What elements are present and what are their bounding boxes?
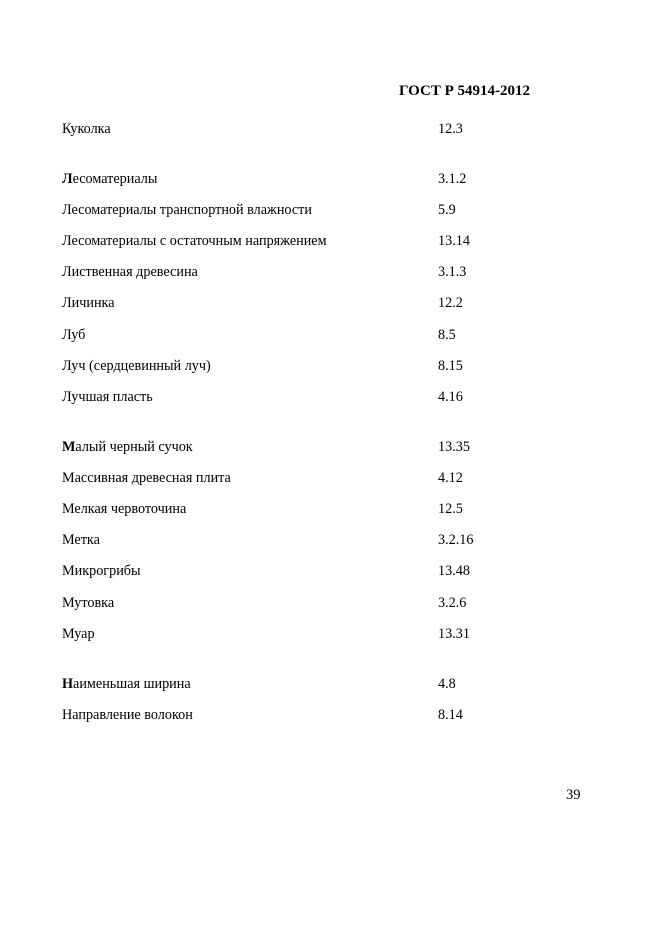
index-section-reference: 13.35 bbox=[438, 438, 470, 455]
index-entry bbox=[62, 625, 622, 656]
index-entry bbox=[62, 294, 622, 325]
index-term-text: Микрогрибы bbox=[62, 563, 141, 580]
index-term bbox=[62, 232, 327, 250]
index-section-reference: 5.9 bbox=[438, 201, 456, 218]
index-term bbox=[62, 531, 100, 549]
index-term-text: Личинка bbox=[62, 295, 115, 312]
index-entry bbox=[62, 500, 622, 531]
index-section-reference: 4.12 bbox=[438, 469, 463, 486]
index-term bbox=[62, 594, 114, 612]
index-term-initial-letter: М bbox=[62, 438, 76, 455]
index-term-text: Метка bbox=[62, 532, 100, 549]
index-section-reference: 12.2 bbox=[438, 295, 463, 312]
alphabetical-index bbox=[62, 120, 622, 737]
index-section-reference: 3.1.3 bbox=[438, 264, 467, 281]
index-section-reference: 4.8 bbox=[438, 675, 456, 692]
index-term bbox=[62, 263, 198, 281]
index-entry bbox=[62, 531, 622, 562]
index-section-reference: 4.16 bbox=[438, 389, 463, 405]
index-entry bbox=[62, 357, 622, 388]
index-term-text: Муар bbox=[62, 625, 95, 642]
index-section-reference: 8.5 bbox=[438, 326, 456, 343]
index-term bbox=[62, 562, 141, 580]
index-entry bbox=[62, 326, 622, 357]
page-number: 39 bbox=[566, 787, 581, 803]
index-section-reference: 13.31 bbox=[438, 625, 470, 642]
index-term bbox=[62, 201, 312, 219]
index-term-text: Массивная древесная плита bbox=[62, 469, 231, 486]
index-entry bbox=[62, 388, 622, 419]
index-section-reference: 3.1.2 bbox=[438, 170, 467, 187]
index-entry bbox=[62, 438, 622, 469]
index-term bbox=[62, 388, 153, 406]
index-entry bbox=[62, 562, 622, 593]
index-term-text: Направление волокон bbox=[62, 706, 193, 723]
index-section-reference: 12.5 bbox=[438, 501, 463, 518]
index-term-text: Луб bbox=[62, 326, 86, 343]
index-term-initial-letter: Л bbox=[62, 170, 73, 187]
index-term-text: Мелкая червоточина bbox=[62, 501, 187, 518]
index-term bbox=[62, 469, 231, 487]
index-entry bbox=[62, 469, 622, 500]
index-term-initial-letter: Н bbox=[62, 675, 74, 692]
index-entry bbox=[62, 675, 622, 706]
standard-code-header: ГОСТ Р 54914-2012 bbox=[399, 83, 531, 99]
index-term-text: алый черный сучок bbox=[75, 438, 193, 455]
index-section-reference: 12.3 bbox=[438, 121, 463, 137]
index-term-text: Лесоматериалы транспортной влажности bbox=[62, 201, 312, 218]
index-term-text: есоматериалы bbox=[72, 170, 158, 187]
index-entry bbox=[62, 170, 622, 201]
index-term bbox=[62, 438, 193, 456]
index-term bbox=[62, 625, 95, 643]
index-term bbox=[62, 706, 193, 724]
index-entry bbox=[62, 706, 622, 737]
index-entry bbox=[62, 201, 622, 232]
index-term-text: Лесоматериалы с остаточным напряжением bbox=[62, 233, 327, 250]
index-term bbox=[62, 170, 157, 188]
index-entry bbox=[62, 120, 622, 151]
index-entry bbox=[62, 232, 622, 263]
index-term-text: Лиственная древесина bbox=[62, 264, 198, 281]
index-term-text: Луч (сердцевинный луч) bbox=[62, 357, 211, 374]
index-section-reference: 3.2.6 bbox=[438, 594, 467, 611]
index-term bbox=[62, 120, 111, 138]
index-term bbox=[62, 326, 85, 344]
index-term bbox=[62, 294, 115, 312]
index-section-reference: 13.14 bbox=[438, 233, 470, 250]
index-section-reference: 8.14 bbox=[438, 706, 463, 723]
index-term-text: Куколка bbox=[62, 121, 111, 137]
index-term bbox=[62, 675, 191, 693]
index-entry bbox=[62, 263, 622, 294]
index-term-text: Лучшая пласть bbox=[62, 389, 153, 405]
index-term bbox=[62, 357, 211, 375]
index-entry bbox=[62, 594, 622, 625]
index-section-reference: 8.15 bbox=[438, 357, 463, 374]
index-section-reference: 13.48 bbox=[438, 563, 470, 580]
index-term bbox=[62, 500, 186, 518]
index-term-text: аименьшая ширина bbox=[73, 675, 191, 692]
index-section-reference: 3.2.16 bbox=[438, 532, 474, 549]
index-term-text: Мутовка bbox=[62, 594, 115, 611]
